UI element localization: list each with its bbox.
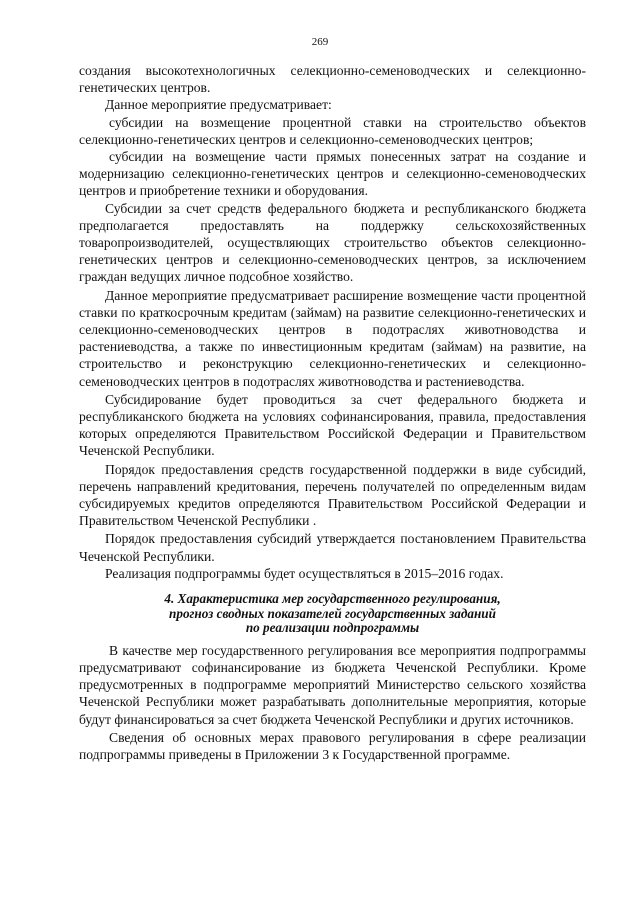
paragraph: Реализация подпрограммы будет осуществляться в 2015–2016 годах.	[105, 565, 504, 581]
paragraph: Данное мероприятие предусматривает расширение возмещение части процентной ставки по краткосрочным кредитам (займам) на развитие селекционно-генетических и селекционно-семеноводческих центров в подотраслях животноводства и растениеводства, а также по инвестиционным кредитам (займам) на развитие, на строительство и реконструкцию селекционно-генетических и селекционно-семеноводческих центров в подотраслях животноводства и растениеводства.	[79, 287, 586, 389]
paragraph: субсидии на возмещение процентной ставки на строительство объектов селекционно-генетических центров и селекционно-семеноводческих центров;	[79, 114, 586, 147]
paragraph: Субсидирование будет проводиться за счет федерального бюджета и республиканского бюджета на условиях софинансирования, правила, предоставления которых определяются Правительством Российской Федерации и Правительством Чеченской Республики.	[79, 391, 586, 459]
paragraph: В качестве мер государственного регулирования все мероприятия подпрограммы предусматривают софинансирование из бюджета Чеченской Республики. Кроме предусмотренных в подпрограмме мероприятий Министерство сельского хозяйства Чеченской Республики может разрабатывать дополнительные мероприятия, которые будут финансироваться за счет бюджета Чеченской Республики и других источников.	[79, 642, 586, 727]
paragraph: Субсидии за счет средств федерального бюджета и республиканского бюджета предполагается предоставлять на поддержку сельскохозяйственных товаропроизводителей, осуществляющих строительство объектов селекционно-генетических центров и селекционно-семеноводческих центров, за исключением граждан ведущих личное подсобное хозяйство.	[79, 200, 586, 285]
heading-line: 4. Характеристика мер государственного регулирования,	[164, 591, 501, 607]
paragraph: Порядок предоставления средств государственной поддержки в виде субсидий, перечень направлений кредитования, перечень получателей по определенным видам субсидируемых кредитов определяются Правительством Российской Федерации и Правительством Чеченской Республики .	[79, 461, 586, 529]
paragraph: субсидии на возмещение части прямых понесенных затрат на создание и модернизацию селекционно-генетических центров и селекционно-семеноводческих центров и приобретение техники и оборудования.	[79, 149, 586, 199]
paragraph: Данное мероприятие предусматривает:	[105, 97, 332, 113]
paragraph: Сведения об основных мерах правового регулирования в сфере реализации подпрограммы приведены в Приложении 3 к Государственной программе.	[79, 729, 586, 763]
heading-line: по реализации подпрограммы	[245, 620, 420, 636]
section-heading	[79, 592, 586, 636]
page-body	[79, 62, 586, 763]
paragraph: создания высокотехнологичных селекционно-семеноводческих и селекционно-генетических центров.	[79, 63, 586, 96]
page-number: 269	[311, 36, 329, 48]
paragraph: Порядок предоставления субсидий утверждается постановлением Правительства Чеченской Республики.	[79, 531, 586, 564]
heading-line: прогноз сводных показателей государственных заданий	[169, 605, 496, 621]
